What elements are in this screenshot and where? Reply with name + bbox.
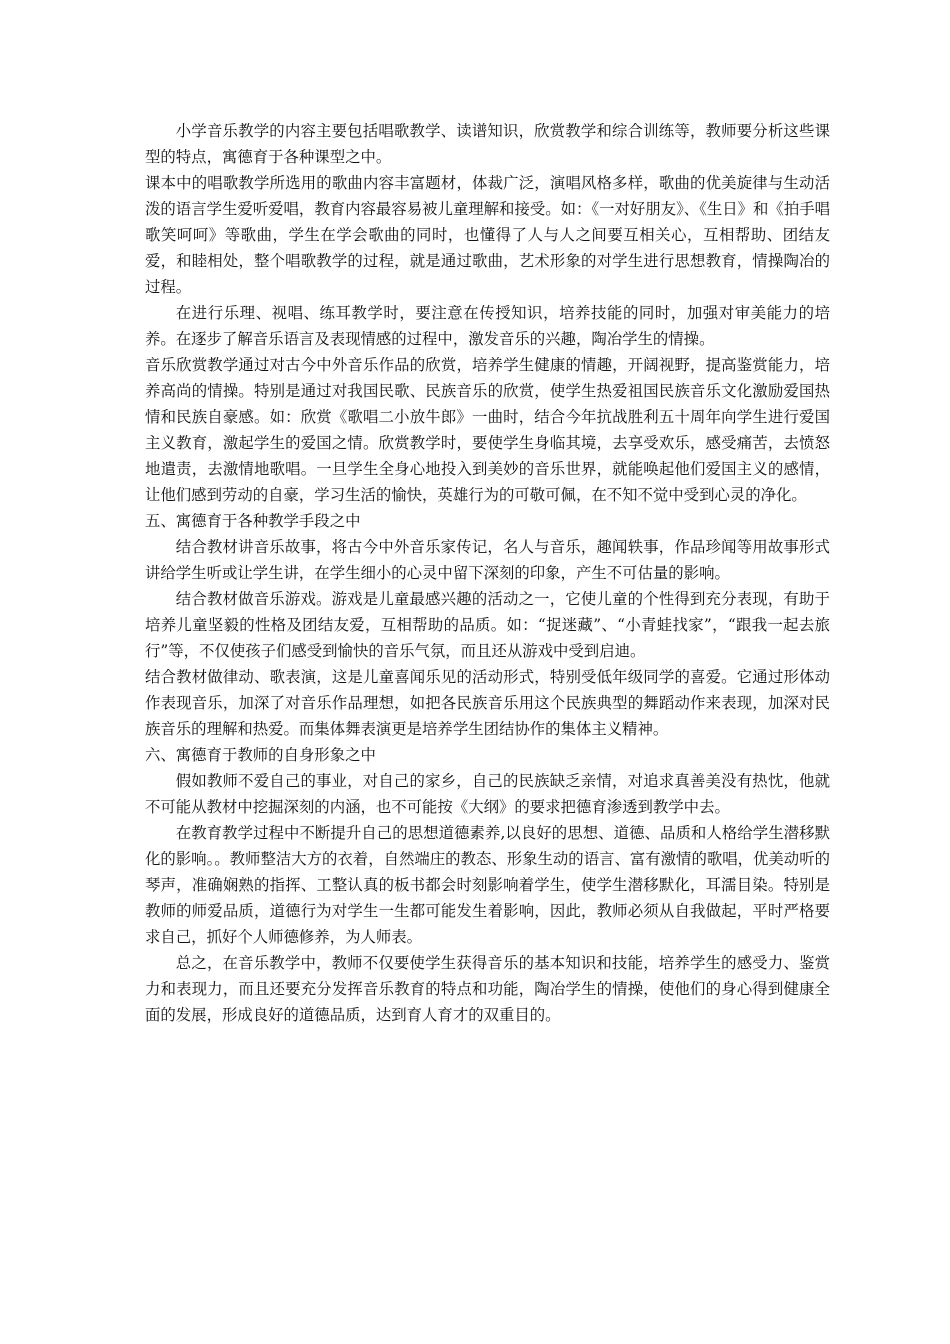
section-heading-five: 五、寓德育于各种教学手段之中 bbox=[145, 512, 361, 530]
paragraph-rhythm-performance: 结合教材做律动、歌表演，这是儿童喜闻乐见的活动形式，特别受低年级同学的喜爱。它通过形体动作表现音乐，加深了对音乐作品理想，如把各民族音乐用这个民族典型的舞蹈动作来表现，加深对民族音乐的理解和热爱。而集体舞表演更是培养学生团结协作的集体主义精神。 bbox=[145, 668, 830, 738]
paragraph-music-appreciation: 音乐欣赏教学通过对古今中外音乐作品的欣赏，培养学生健康的情趣，开阔视野，提高鉴赏能力，培养高尚的情操。特别是通过对我国民歌、民族音乐的欣赏，使学生热爱祖国民族音乐文化激励爱国热情和民族自豪感。如：欣赏《歌唱二小放牛郎》一曲时，结合今年抗战胜利五十周年向学生进行爱国主义教育，激起学生的爱国之情。欣赏教学时，要使学生身临其境，去享受欢乐，感受痛苦，去愤怒地遣责，去激情地歌唱。一旦学生全身心地投入到美妙的音乐世界，就能唤起他们爱国主义的感情，让他们感到劳动的自豪，学习生活的愉快，英雄行为的可敬可佩，在不知不觉中受到心灵的净化。 bbox=[145, 356, 830, 504]
paragraph-course-types: 小学音乐教学的内容主要包括唱歌教学、读谱知识，欣赏教学和综合训练等，教师要分析这些课型的特点，寓德育于各种课型之中。 bbox=[145, 122, 830, 166]
paragraph-teacher-example: 在教育教学过程中不断提升自己的思想道德素养,以良好的思想、道德、品质和人格给学生潜移默化的影响。。教师整洁大方的衣着，自然端庄的教态、形象生动的语言、富有激情的歌唱，优美动听的琴声，准确娴熟的指挥、工整认真的板书都会时刻影响着学生，使学生潜移默化，耳濡目染。特别是教师的师爱品质，道德行为对学生一生都可能发生着影响，因此，教师必须从自我做起，平时严格要求自己，抓好个人师德修养，为人师表。 bbox=[145, 824, 830, 946]
paragraph-music-stories: 结合教材讲音乐故事，将古今中外音乐家传记，名人与音乐，趣闻轶事，作品珍闻等用故事形式讲给学生听或让学生讲，在学生细小的心灵中留下深刻的印象，产生不可估量的影响。 bbox=[145, 538, 830, 582]
paragraph-singing-teaching: 课本中的唱歌教学所选用的歌曲内容丰富题材，体裁广泛，演唱风格多样，歌曲的优美旋律与生动活泼的语言学生爱听爱唱，教育内容最容易被儿童理解和接受。如：《一对好朋友》、《生日》和《拍手唱歌笑呵呵》等歌曲，学生在学会歌曲的同时，也懂得了人与人之间要互相关心，互相帮助、团结友爱，和睦相处，整个唱歌教学的过程，就是通过歌曲，艺术形象的对学生进行思想教育，情操陶冶的过程。 bbox=[145, 174, 830, 296]
paragraph-music-theory: 在进行乐理、视唱、练耳教学时，要注意在传授知识，培养技能的同时，加强对审美能力的培养。在逐步了解音乐语言及表现情感的过程中，激发音乐的兴趣，陶冶学生的情操。 bbox=[145, 304, 830, 348]
paragraph-teacher-love: 假如教师不爱自己的事业，对自己的家乡，自己的民族缺乏亲情，对追求真善美没有热忱，他就不可能从教材中挖掘深刻的内涵，也不可能按《大纲》的要求把德育渗透到教学中去。 bbox=[145, 772, 830, 816]
paragraph-music-games: 结合教材做音乐游戏。游戏是儿童最感兴趣的活动之一，它使儿童的个性得到充分表现，有助于培养儿童坚毅的性格及团结友爱，互相帮助的品质。如：“捉迷藏”、“小青蛙找家”，“跟我一起去旅行”等，不仅使孩子们感受到愉快的音乐气氛，而且还从游戏中受到启迪。 bbox=[145, 590, 830, 660]
document-body bbox=[145, 118, 830, 1028]
section-heading-six: 六、寓德育于教师的自身形象之中 bbox=[145, 746, 376, 764]
paragraph-conclusion: 总之，在音乐教学中，教师不仅要使学生获得音乐的基本知识和技能，培养学生的感受力、鉴赏力和表现力，而且还要充分发挥音乐教育的特点和功能，陶冶学生的情操，使他们的身心得到健康全面的发展，形成良好的道德品质，达到育人育才的双重目的。 bbox=[145, 954, 830, 1024]
